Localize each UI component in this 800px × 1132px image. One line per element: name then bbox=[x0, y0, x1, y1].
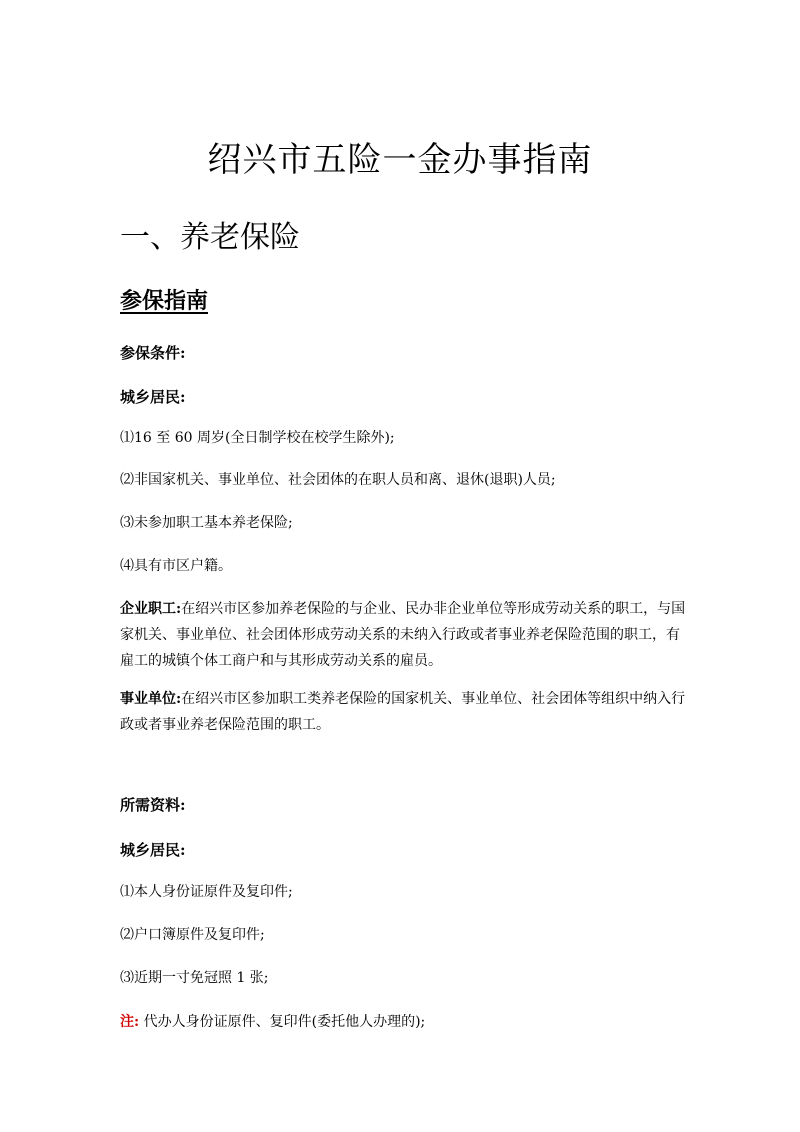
note-text: 代办人身份证原件、复印件(委托他人办理的); bbox=[143, 1014, 426, 1030]
institution-label: 事业单位: bbox=[120, 691, 182, 707]
document-title: 绍兴市五险一金办事指南 bbox=[207, 140, 593, 180]
institution-text: 在绍兴市区参加职工类养老保险的国家机关、事业单位、社会团体等组织中纳入行政或者事业养老保险范围的职工。 bbox=[120, 691, 686, 733]
institution-paragraph bbox=[120, 686, 690, 738]
section-heading-pension: 一、养老保险 bbox=[120, 220, 300, 255]
material-item-2: ⑵户口簿原件及复印件; bbox=[120, 927, 265, 943]
note-line bbox=[120, 1012, 425, 1032]
enterprise-workers-text: 在绍兴市区参加养老保险的与企业、民办非企业单位等形成劳动关系的职工，与国家机关、事业单位、社会团体形成劳动关系的未纳入行政或者事业养老保险范围的职工，有雇工的城镇个体工商户和与其形成劳动关系的雇员。 bbox=[120, 601, 686, 669]
material-item-1: ⑴本人身份证原件及复印件; bbox=[120, 884, 293, 900]
conditions-label: 参保条件: bbox=[120, 344, 186, 362]
enterprise-workers-label: 企业职工: bbox=[120, 601, 182, 617]
material-item-3: ⑶近期一寸免冠照 1 张; bbox=[120, 970, 269, 986]
residents-label: 城乡居民: bbox=[120, 388, 186, 406]
condition-item-2: ⑵非国家机关、事业单位、社会团体的在职人员和离、退休(退职)人员; bbox=[120, 472, 556, 488]
note-label: 注: bbox=[120, 1014, 140, 1030]
materials-label: 所需资料: bbox=[120, 796, 186, 814]
condition-item-3: ⑶未参加职工基本养老保险; bbox=[120, 515, 293, 531]
condition-item-1: ⑴16 至 60 周岁(全日制学校在校学生除外); bbox=[120, 430, 395, 446]
enterprise-workers-paragraph bbox=[120, 596, 690, 674]
condition-item-4: ⑷具有市区户籍。 bbox=[120, 558, 232, 574]
materials-residents-label: 城乡居民: bbox=[120, 841, 186, 859]
subheading-enrollment-guide: 参保指南 bbox=[120, 288, 209, 314]
